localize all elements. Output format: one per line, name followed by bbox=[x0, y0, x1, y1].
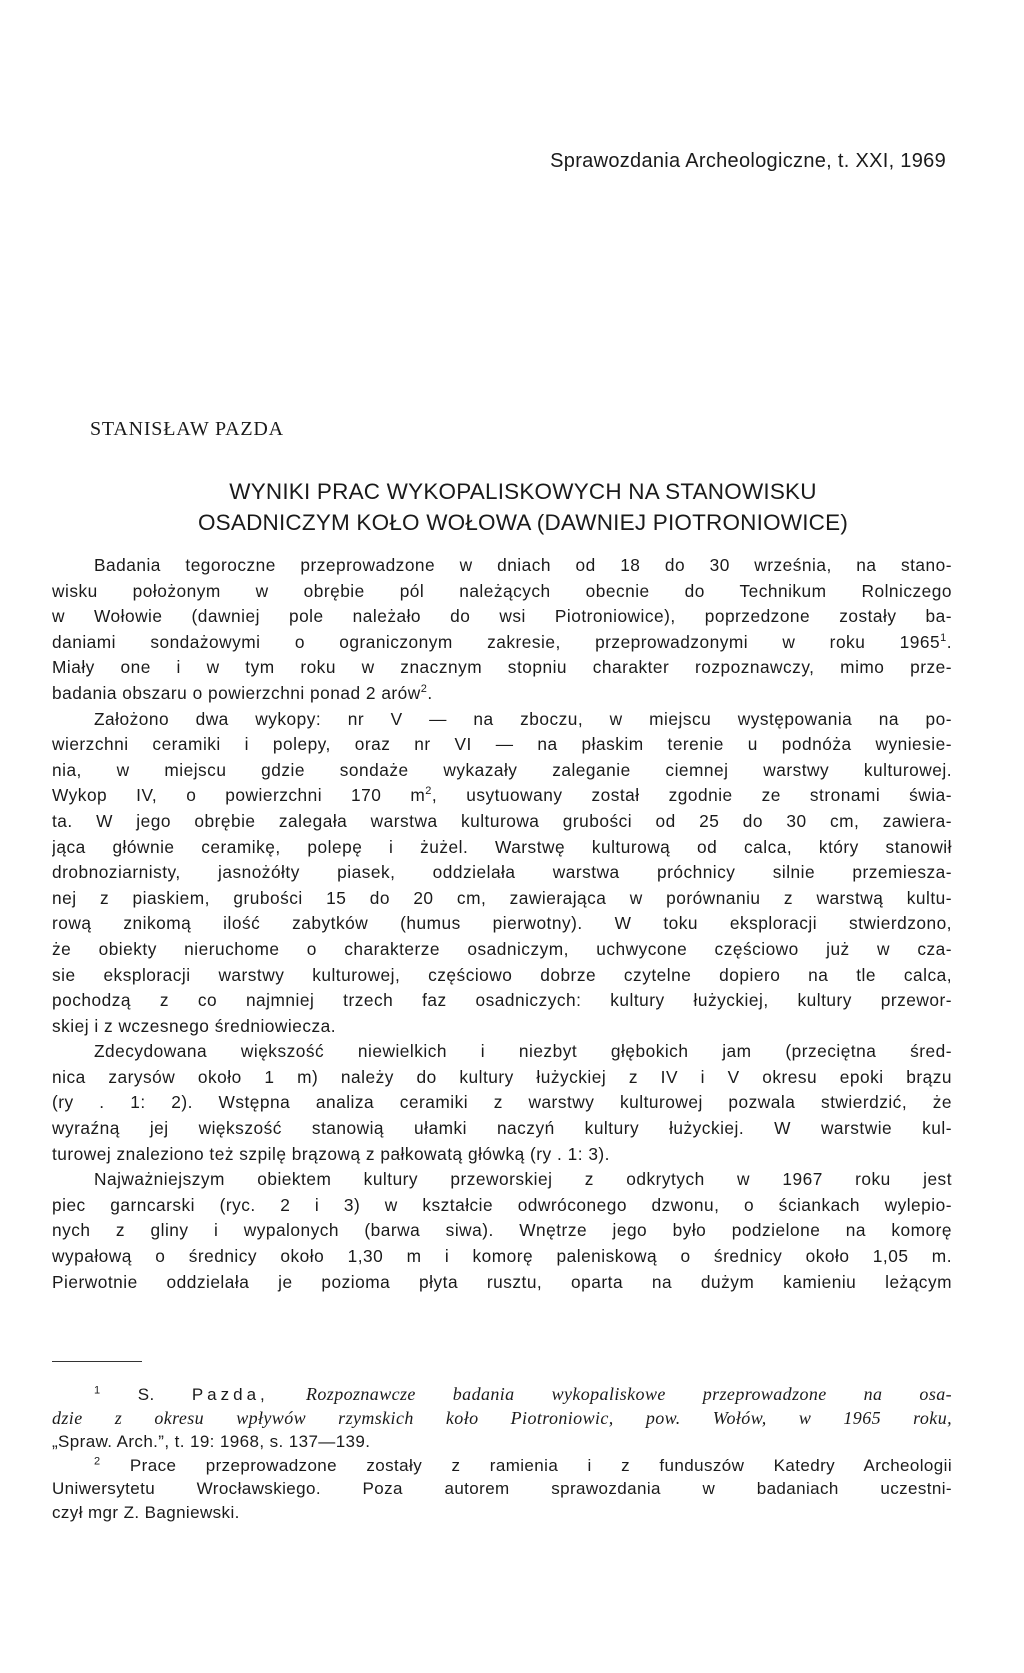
footnote-1 bbox=[52, 1383, 952, 1407]
body-line: skiej i z wczesnego średniowiecza. bbox=[52, 1015, 337, 1036]
footnote-2-cont: czył mgr Z. Bagniewski. bbox=[52, 1502, 240, 1522]
running-head: Sprawozdania Archeologiczne, t. XXI, 1969 bbox=[550, 150, 946, 172]
body-line: Najważniejszym obiektem kultury przeworskiej z odkrytych w 1967 roku jest bbox=[94, 1169, 952, 1190]
body-line: wyraźną jej większość stanowią ułamki naczyń kultury łużyckiej. W warstwie kul- bbox=[52, 1118, 952, 1139]
footnote-2-cont: Uniwersytetu Wrocławskiego. Poza autorem sprawozdania w badaniach uczestni- bbox=[52, 1479, 952, 1499]
article-body bbox=[52, 553, 952, 1295]
footnote-1-cont bbox=[52, 1407, 952, 1431]
body-line: że obiekty nieruchome o charakterze osadniczym, uchwycone częściowo już w cza- bbox=[52, 938, 952, 959]
body-line: Miały one i w tym roku w znacznym stopniu charakter rozpoznawczy, mimo prze- bbox=[52, 657, 952, 678]
footnote-1-journal: „Spraw. Arch.”, t. 19: 1968, s. 137—139. bbox=[52, 1432, 371, 1452]
body-line-text: Wykop IV, o powierzchni 170 m bbox=[52, 785, 426, 806]
article-author: STANISŁAW PAZDA bbox=[90, 418, 284, 440]
body-line: wierzchni ceramiki i polepy, oraz nr VI — na płaskim terenie u podnóża wyniesie- bbox=[52, 734, 952, 755]
article-title-line-1: WYNIKI PRAC WYKOPALISKOWYCH NA STANOWISKU bbox=[229, 479, 817, 504]
body-line bbox=[52, 681, 952, 707]
footnote-2 bbox=[52, 1454, 952, 1478]
footnote-ref-2: 2 bbox=[420, 683, 428, 696]
footnote-text: Prace przeprowadzone zostały z ramienia i z funduszów Katedry Archeologii bbox=[129, 1455, 952, 1475]
body-line: (ry . 1: 2). Wstępna analiza ceramiki z warstwy kulturowej pozwala stwierdzić, że bbox=[52, 1092, 952, 1113]
body-line: ta. W jego obrębie zalegała warstwa kulturowa grubości od 25 do 30 cm, zawiera- bbox=[52, 810, 952, 831]
body-line: turowej znaleziono też szpilę brązową z pałkowatą główką (ry . 1: 3). bbox=[52, 1143, 610, 1164]
footnotes bbox=[52, 1383, 952, 1525]
body-line: Badania tegoroczne przeprowadzone w dniach od 18 do 30 września, na stano- bbox=[94, 555, 952, 575]
body-line: pochodzą z co najmniej trzech faz osadniczych: kultury łużyckiej, kultury przewor- bbox=[52, 990, 952, 1011]
body-line: w Wołowie (dawniej pole należało do wsi Piotroniowice), poprzedzone zostały ba- bbox=[52, 606, 952, 627]
body-line: nia, w miejscu gdzie sondaże wykazały zaleganie ciemnej warstwy kulturowej. bbox=[52, 759, 952, 780]
body-line: piec garncarski (ryc. 2 i 3) w kształcie odwróconego dzwonu, o ściankach wylepio- bbox=[52, 1194, 952, 1215]
body-line-end: , usytuowany został zgodnie ze stronami świa- bbox=[431, 785, 952, 806]
footnote-divider bbox=[52, 1361, 142, 1362]
footnote-ref-1: 1 bbox=[940, 632, 947, 645]
body-line: nica zarysów około 1 m) należy do kultury łużyckiej z IV i V okresu epoki brązu bbox=[52, 1066, 952, 1087]
body-line: jąca głównie ceramikę, polepę i żużel. Warstwę kulturową od calca, który stanowił bbox=[52, 836, 952, 857]
footnote-author-initial: S. bbox=[137, 1385, 155, 1404]
body-line: rową znikomą ilość zabytków (humus pierwotny). W toku eksploracji stwierdzono, bbox=[52, 913, 952, 934]
footnote-author-surname: Pazda, bbox=[191, 1385, 269, 1404]
body-line: sie eksploracji warstwy kulturowej, częściowo dobrze czytelne dopiero na tle calca, bbox=[52, 964, 952, 985]
body-line-text: badania obszaru o powierzchni ponad 2 arów bbox=[52, 682, 421, 703]
footnote-number: 1 bbox=[94, 1384, 101, 1397]
body-line: nej z piaskiem, grubości 15 do 20 cm, zawierająca w porównaniu z warstwą kultu- bbox=[52, 887, 952, 908]
article-title bbox=[90, 476, 956, 538]
body-line: drobnoziarnisty, jasnożółty piasek, oddzielała warstwa próchnicy silnie przemiesza- bbox=[52, 862, 952, 883]
body-line bbox=[52, 783, 952, 809]
footnote-title: Rozpoznawcze badania wykopaliskowe przeprowadzone na osa- bbox=[306, 1384, 952, 1404]
body-line: nych z gliny i wypalonych (barwa siwa). Wnętrze jego było podzielone na komorę bbox=[52, 1220, 952, 1241]
body-line bbox=[52, 630, 952, 656]
body-line-end: . bbox=[427, 682, 433, 703]
body-line: wisku położonym w obrębie pól należących obecnie do Technikum Rolniczego bbox=[52, 580, 952, 601]
body-line: Pierwotnie oddzielała je pozioma płyta rusztu, oparta na dużym kamieniu leżącym bbox=[52, 1271, 952, 1292]
body-line-text: daniami sondażowymi o ograniczonym zakresie, przeprowadzonymi w roku 1965 bbox=[52, 631, 941, 652]
article-title-line-2: OSADNICZYM KOŁO WOŁOWA (DAWNIEJ PIOTRONIOWICE) bbox=[197, 510, 849, 535]
body-line: Założono dwa wykopy: nr V — na zboczu, w miejscu występowania na po- bbox=[94, 708, 952, 729]
superscript-square: 2 bbox=[425, 785, 432, 798]
body-line-end: . bbox=[946, 631, 952, 652]
footnote-title: dzie z okresu wpływów rzymskich koło Piotroniowic, pow. Wołów, w 1965 roku, bbox=[52, 1407, 952, 1428]
body-line: wypałową o średnicy około 1,30 m i komorę paleniskową o średnicy około 1,05 m. bbox=[52, 1246, 952, 1267]
body-line: Zdecydowana większość niewielkich i niezbyt głębokich jam (przeciętna śred- bbox=[94, 1041, 952, 1062]
footnote-number: 2 bbox=[94, 1455, 101, 1468]
